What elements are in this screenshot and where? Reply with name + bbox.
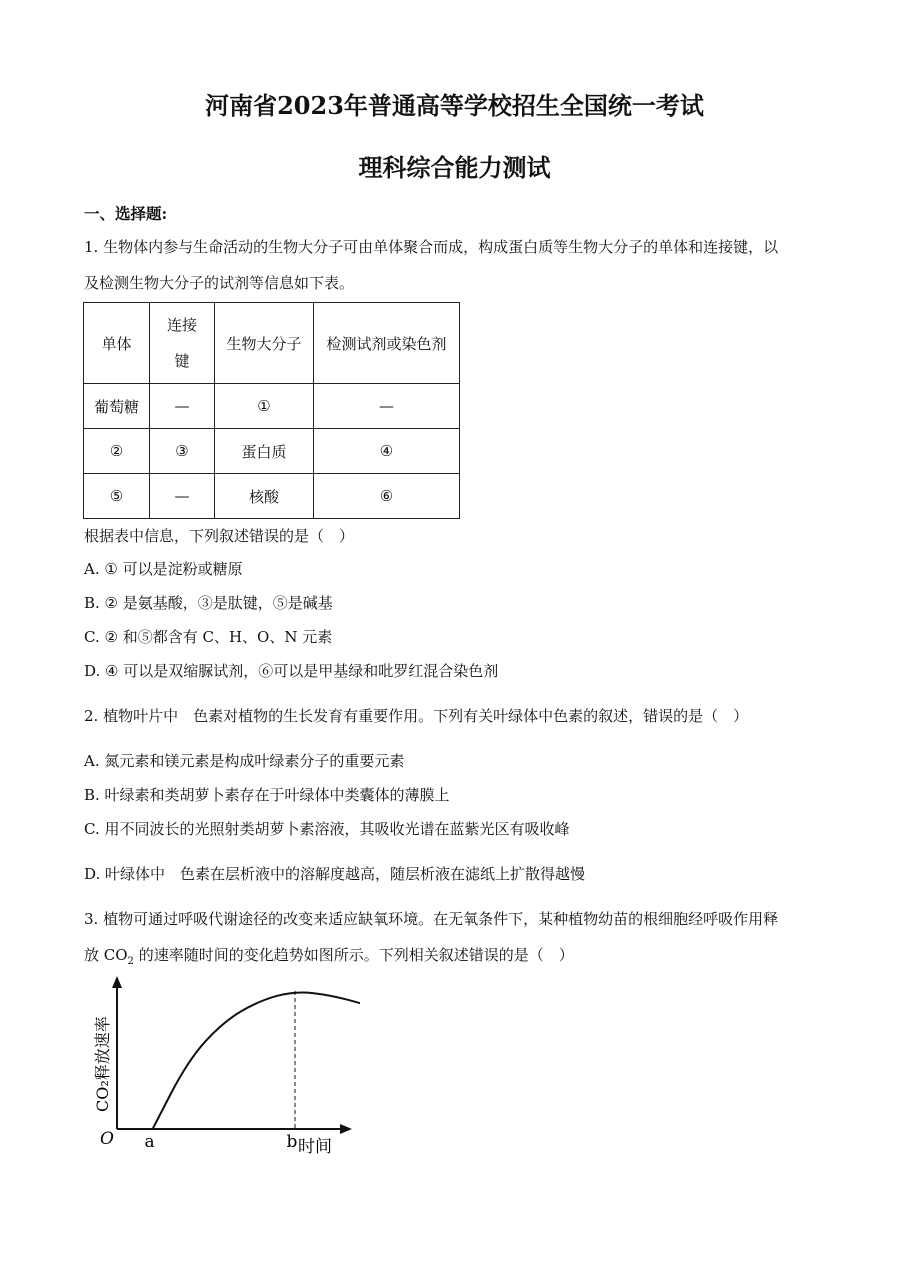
y-axis-arrow [112,976,122,988]
exam-subtitle: 理科综合能力测试 [358,153,551,182]
x-axis-arrow [340,1124,352,1134]
table-cell: 核酸 [215,474,314,519]
y-axis-label: CO₂释放速率 [93,1016,112,1112]
table-cell: — [314,384,460,429]
q1-table [83,302,460,519]
q1-stem-line2: 及检测生物大分子的试剂等信息如下表。 [84,274,355,292]
table-header-text: 键 [174,352,190,370]
q1-stem-line1: 1. 生物体内参与生命活动的生物大分子可由单体聚合而成，构成蛋白质等生物大分子的单体和连接键，以 [84,238,779,256]
q3-stem-line1: 3. 植物可通过呼吸代谢途径的改变来适应缺氧环境。在无氧条件下，某种植物幼苗的根细胞经呼吸作用释 [84,910,779,928]
co2-release-chart [90,972,360,1162]
x-axis-label: 时间 [298,1137,332,1157]
table-row [84,429,460,474]
q2-option-c: C. 用不同波长的光照射类胡萝卜素溶液，其吸收光谱在蓝紫光区有吸收峰 [84,820,570,838]
q2-option-d: D. 叶绿体中 色素在层析液中的溶解度越高，随层析液在滤纸上扩散得越慢 [84,865,586,883]
table-header-cell: 单体 [84,303,150,384]
table-header-text: 连接 [166,316,197,334]
exam-title: 河南省2023年普通高等学校招生全国统一考试 [205,91,704,120]
table-cell: ⑥ [314,474,460,519]
q3-stem-subscript: 2 [127,956,134,967]
origin-label: O [100,1129,114,1149]
table-cell: 葡萄糖 [84,384,150,429]
table-cell: ③ [150,429,215,474]
series-line [153,992,360,1129]
table-cell: — [150,474,215,519]
table-cell: ④ [314,429,460,474]
x-tick-label: b [286,1132,298,1152]
q3-stem-text: 的速率随时间的变化趋势如图所示。下列相关叙述错误的是（ ） [133,946,574,964]
table-cell: 蛋白质 [215,429,314,474]
q2-option-b: B. 叶绿素和类胡萝卜素存在于叶绿体中类囊体的薄膜上 [84,786,450,804]
q1-option-d: D. ④ 可以是双缩脲试剂，⑥可以是甲基绿和吡罗红混合染色剂 [84,662,499,680]
table-header-cell: 检测试剂或染色剂 [314,303,460,384]
q3-stem-line2 [84,944,574,967]
table-cell: ⑤ [84,474,150,519]
table-header-cell: 生物大分子 [215,303,314,384]
q2-option-a: A. 氮元素和镁元素是构成叶绿素分子的重要元素 [84,752,405,770]
table-cell: ① [215,384,314,429]
q1-option-c: C. ② 和⑤都含有 C、H、O、N 元素 [84,628,333,646]
table-row [84,474,460,519]
q1-option-a: A. ① 可以是淀粉或糖原 [84,560,243,578]
table-cell: ② [84,429,150,474]
table-header-cell [150,303,215,384]
q1-option-b: B. ② 是氨基酸，③是肽键，⑤是碱基 [84,594,333,612]
q2-stem: 2. 植物叶片中 色素对植物的生长发育有重要作用。下列有关叶绿体中色素的叙述，错误的是（ ） [84,707,749,725]
section-heading: 一、选择题: [84,204,168,223]
q1-question: 根据表中信息，下列叙述错误的是（ ） [84,527,355,545]
q3-stem-text: 放 CO [84,946,128,964]
table-cell: — [150,384,215,429]
x-tick-label: a [144,1132,155,1152]
table-row [84,384,460,429]
